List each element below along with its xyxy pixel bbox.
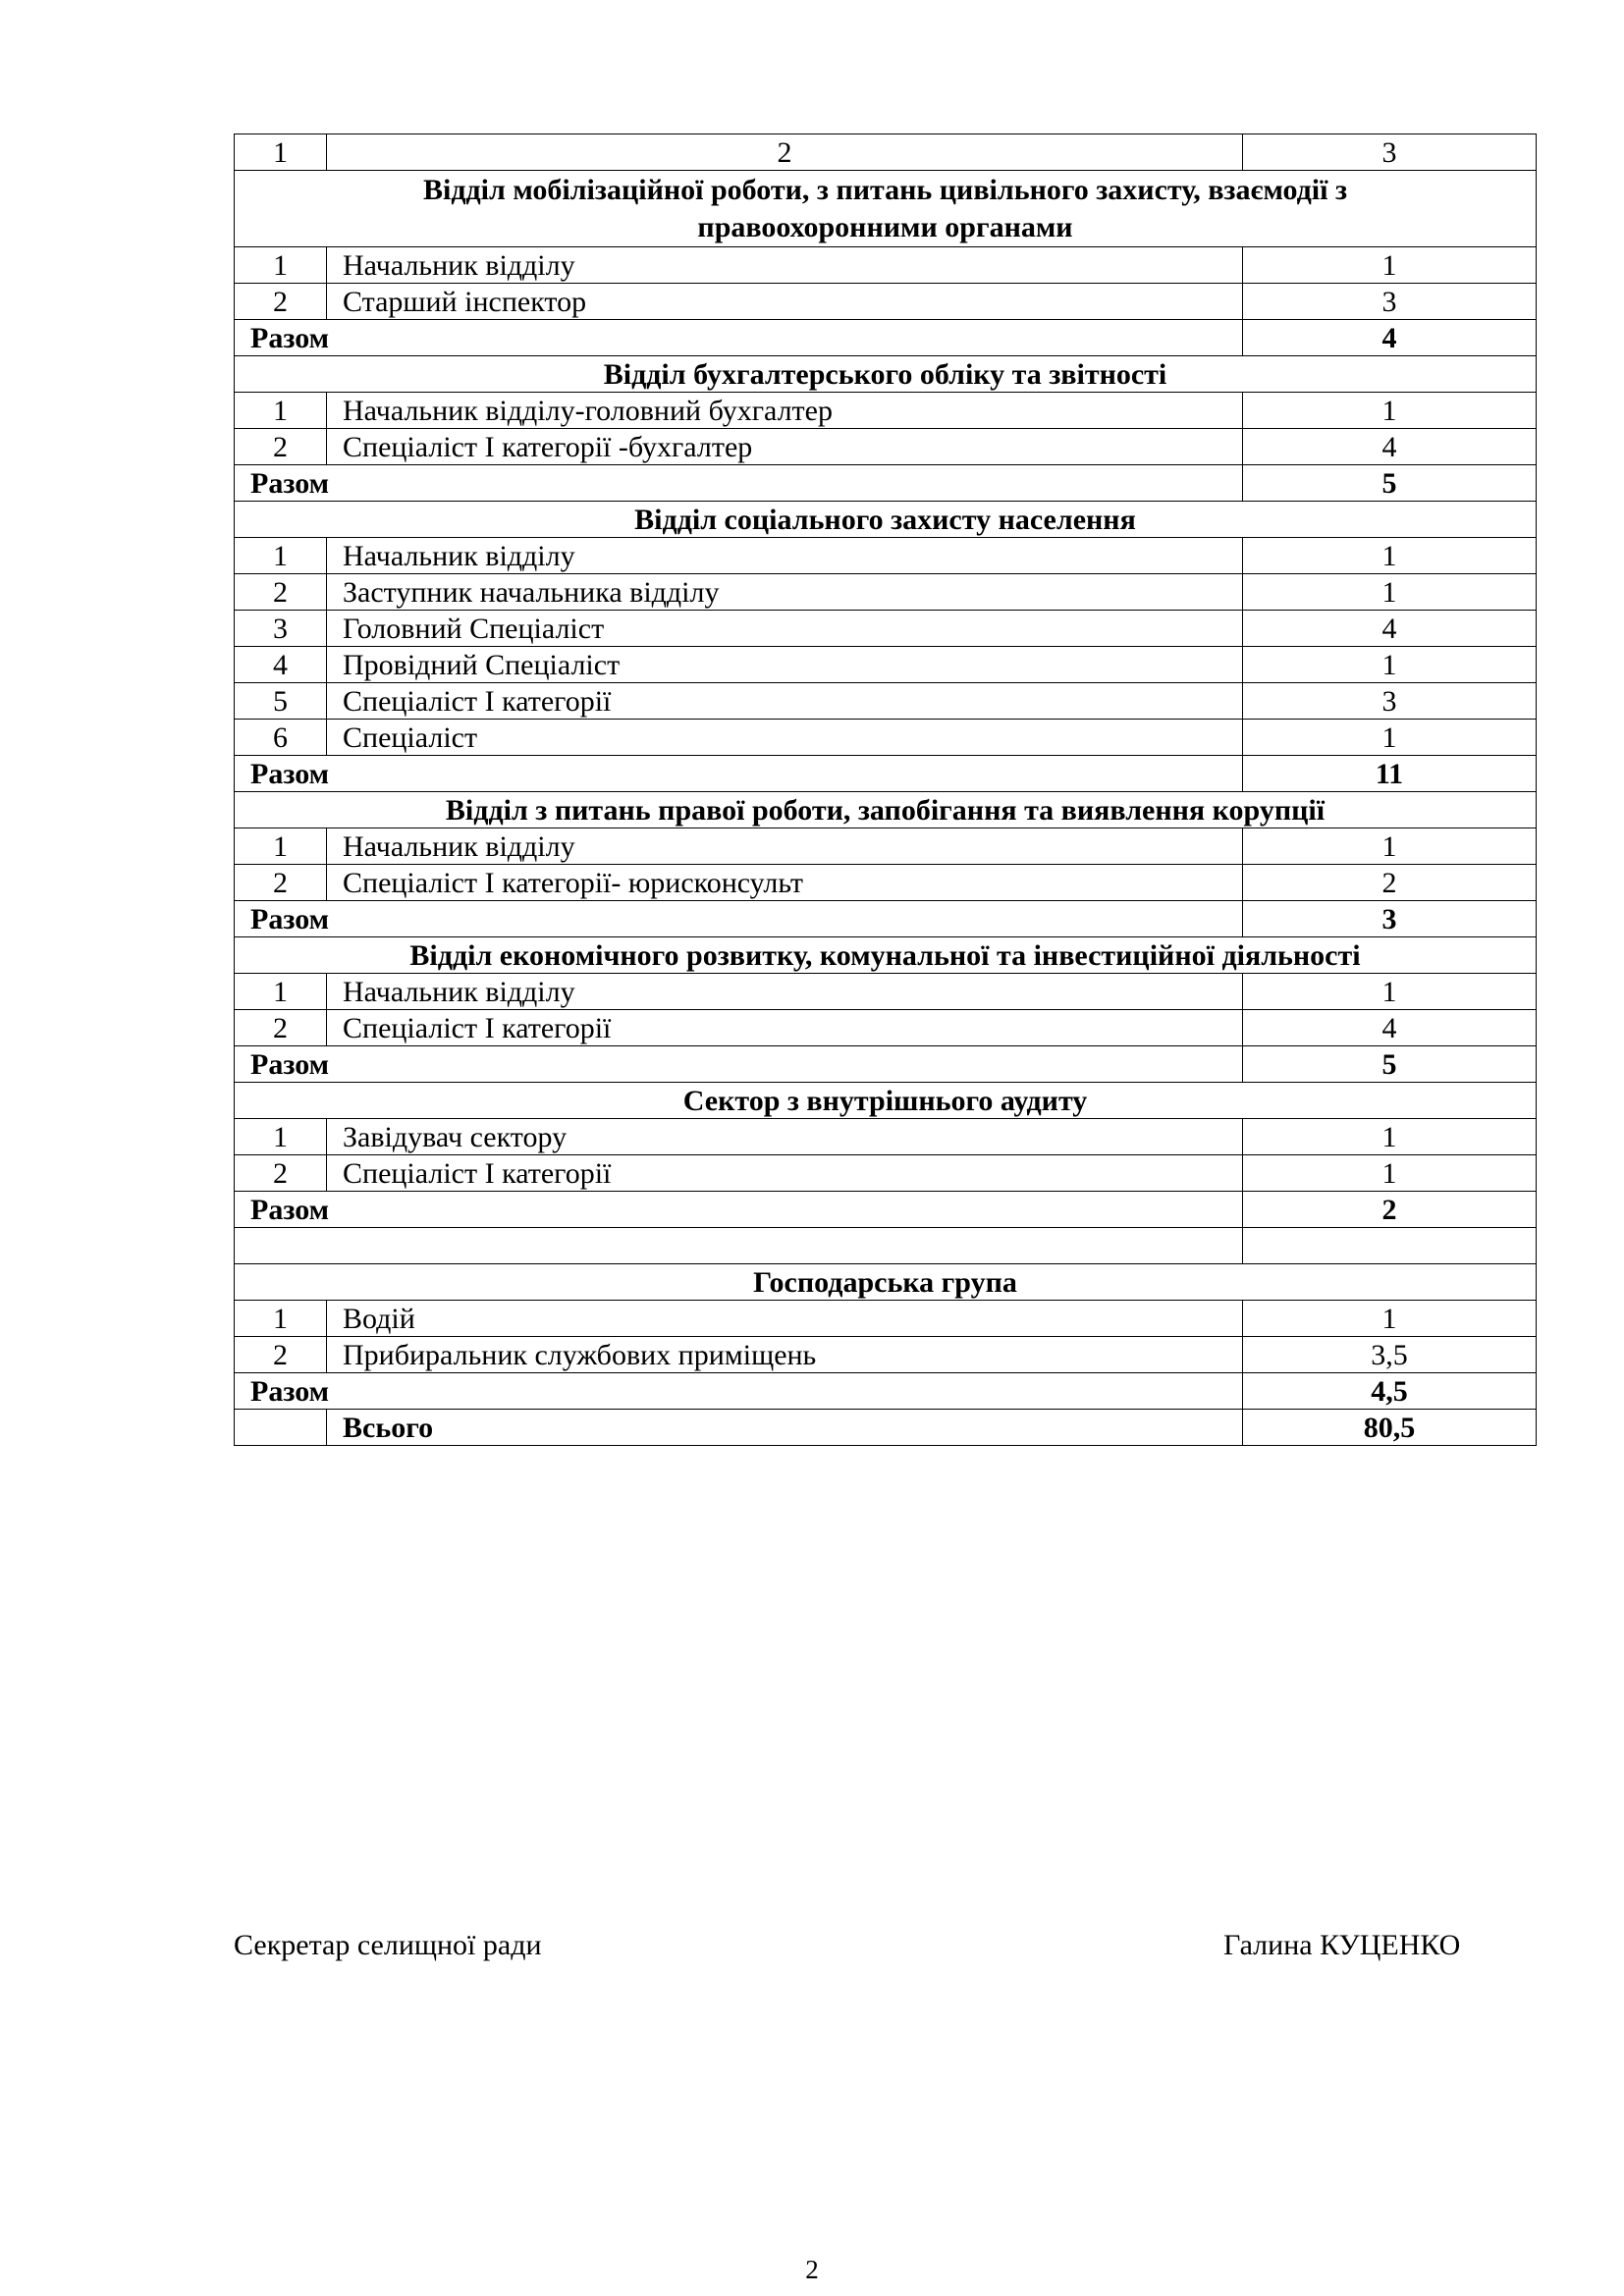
position-name: Спеціаліст <box>327 720 1243 756</box>
empty-row <box>235 1228 1537 1264</box>
section-total-value: 11 <box>1243 756 1537 792</box>
position-name: Начальник відділу <box>327 538 1243 574</box>
position-name: Спеціаліст І категорії -бухгалтер <box>327 429 1243 465</box>
staff-count: 1 <box>1243 247 1537 284</box>
section-title-row <box>235 502 1537 538</box>
table-row <box>235 647 1537 683</box>
table-header-row <box>235 134 1537 171</box>
position-name: Старший інспектор <box>327 284 1243 320</box>
section-total-row <box>235 465 1537 502</box>
row-number: 2 <box>235 429 327 465</box>
section-total-row <box>235 1046 1537 1083</box>
staff-count: 1 <box>1243 538 1537 574</box>
section-total-row <box>235 320 1537 356</box>
section-total-label: Разом <box>235 1046 1243 1083</box>
section-total-value: 5 <box>1243 1046 1537 1083</box>
section-title-line-2: правоохоронними органами <box>697 211 1073 243</box>
table-row <box>235 538 1537 574</box>
section-total-label: Разом <box>235 1192 1243 1228</box>
section-total-row <box>235 1373 1537 1410</box>
section-title: Відділ економічного розвитку, комунальної та інвестиційної діяльності <box>235 937 1537 974</box>
row-number: 1 <box>235 1119 327 1155</box>
row-number: 2 <box>235 1010 327 1046</box>
staff-count: 1 <box>1243 720 1537 756</box>
row-number: 1 <box>235 393 327 429</box>
section-total-label: Разом <box>235 320 1243 356</box>
row-number: 2 <box>235 1155 327 1192</box>
signature-name: Галина КУЦЕНКО <box>1223 1929 1461 1961</box>
empty-cell <box>1243 1228 1537 1264</box>
position-name: Спеціаліст І категорії <box>327 683 1243 720</box>
staff-count: 1 <box>1243 1119 1537 1155</box>
section-total-row <box>235 756 1537 792</box>
section-total-value: 5 <box>1243 465 1537 502</box>
position-name: Начальник відділу <box>327 247 1243 284</box>
table-row <box>235 865 1537 901</box>
position-name: Провідний Спеціаліст <box>327 647 1243 683</box>
position-name: Спеціаліст І категорії <box>327 1155 1243 1192</box>
table-row <box>235 720 1537 756</box>
section-total-row <box>235 901 1537 937</box>
section-title-row <box>235 1083 1537 1119</box>
section-title: Відділ бухгалтерського обліку та звітності <box>235 356 1537 393</box>
staff-count: 4 <box>1243 429 1537 465</box>
staff-count: 3 <box>1243 683 1537 720</box>
grand-total-label: Всього <box>327 1410 1243 1446</box>
table-row <box>235 1337 1537 1373</box>
table-row <box>235 284 1537 320</box>
section-total-label: Разом <box>235 1373 1243 1410</box>
row-number: 6 <box>235 720 327 756</box>
row-number: 1 <box>235 538 327 574</box>
section-total-value: 4,5 <box>1243 1373 1537 1410</box>
grand-total-row <box>235 1410 1537 1446</box>
header-col-1: 1 <box>235 134 327 171</box>
row-number: 1 <box>235 974 327 1010</box>
position-name: Спеціаліст І категорії- юрисконсульт <box>327 865 1243 901</box>
section-total-label: Разом <box>235 756 1243 792</box>
position-name: Головний Спеціаліст <box>327 611 1243 647</box>
page-number: 2 <box>805 2255 819 2284</box>
section-title: Сектор з внутрішнього аудиту <box>235 1083 1537 1119</box>
staff-count: 4 <box>1243 1010 1537 1046</box>
position-name: Завідувач сектору <box>327 1119 1243 1155</box>
row-number: 2 <box>235 574 327 611</box>
section-title-row <box>235 792 1537 828</box>
row-number: 1 <box>235 247 327 284</box>
section-total-row <box>235 1192 1537 1228</box>
row-number: 4 <box>235 647 327 683</box>
section-total-value: 4 <box>1243 320 1537 356</box>
section-title <box>235 171 1537 247</box>
position-name: Водій <box>327 1301 1243 1337</box>
position-name: Заступник начальника відділу <box>327 574 1243 611</box>
table-row <box>235 393 1537 429</box>
section-title-line-1: Відділ мобілізаційної роботи, з питань цивільного захисту, взаємодії з <box>422 174 1348 206</box>
staff-count: 2 <box>1243 865 1537 901</box>
position-name: Прибиральник службових приміщень <box>327 1337 1243 1373</box>
staff-count: 1 <box>1243 1301 1537 1337</box>
staff-table <box>234 133 1537 1446</box>
section-title-row <box>235 1264 1537 1301</box>
row-number: 2 <box>235 865 327 901</box>
table-row <box>235 1119 1537 1155</box>
section-title: Відділ соціального захисту населення <box>235 502 1537 538</box>
row-number: 3 <box>235 611 327 647</box>
empty-cell <box>235 1228 1243 1264</box>
row-number: 2 <box>235 284 327 320</box>
staff-count: 1 <box>1243 574 1537 611</box>
table-row <box>235 1155 1537 1192</box>
staff-count: 1 <box>1243 1155 1537 1192</box>
grand-total-value: 80,5 <box>1243 1410 1537 1446</box>
section-total-label: Разом <box>235 901 1243 937</box>
table-row <box>235 574 1537 611</box>
staff-count: 1 <box>1243 393 1537 429</box>
empty-cell <box>235 1410 327 1446</box>
staff-count: 1 <box>1243 974 1537 1010</box>
section-title: Господарська група <box>235 1264 1537 1301</box>
table-row <box>235 1301 1537 1337</box>
section-title-row <box>235 937 1537 974</box>
staff-count: 1 <box>1243 828 1537 865</box>
section-title-row <box>235 171 1537 247</box>
table-row <box>235 974 1537 1010</box>
section-total-value: 2 <box>1243 1192 1537 1228</box>
staff-count: 1 <box>1243 647 1537 683</box>
section-total-value: 3 <box>1243 901 1537 937</box>
header-col-2: 2 <box>327 134 1243 171</box>
position-name: Начальник відділу <box>327 828 1243 865</box>
position-name: Начальник відділу-головний бухгалтер <box>327 393 1243 429</box>
table-row <box>235 1010 1537 1046</box>
table-row <box>235 611 1537 647</box>
row-number: 2 <box>235 1337 327 1373</box>
staff-count: 4 <box>1243 611 1537 647</box>
table-row <box>235 247 1537 284</box>
table-row <box>235 683 1537 720</box>
staff-count: 3,5 <box>1243 1337 1537 1373</box>
staff-count: 3 <box>1243 284 1537 320</box>
row-number: 5 <box>235 683 327 720</box>
position-name: Начальник відділу <box>327 974 1243 1010</box>
section-total-label: Разом <box>235 465 1243 502</box>
signature-position: Секретар селищної ради <box>234 1929 542 1961</box>
section-title-row <box>235 356 1537 393</box>
position-name: Спеціаліст І категорії <box>327 1010 1243 1046</box>
row-number: 1 <box>235 828 327 865</box>
header-col-3: 3 <box>1243 134 1537 171</box>
table-row <box>235 429 1537 465</box>
table-row <box>235 828 1537 865</box>
row-number: 1 <box>235 1301 327 1337</box>
section-title: Відділ з питань правої роботи, запобігання та виявлення корупції <box>235 792 1537 828</box>
